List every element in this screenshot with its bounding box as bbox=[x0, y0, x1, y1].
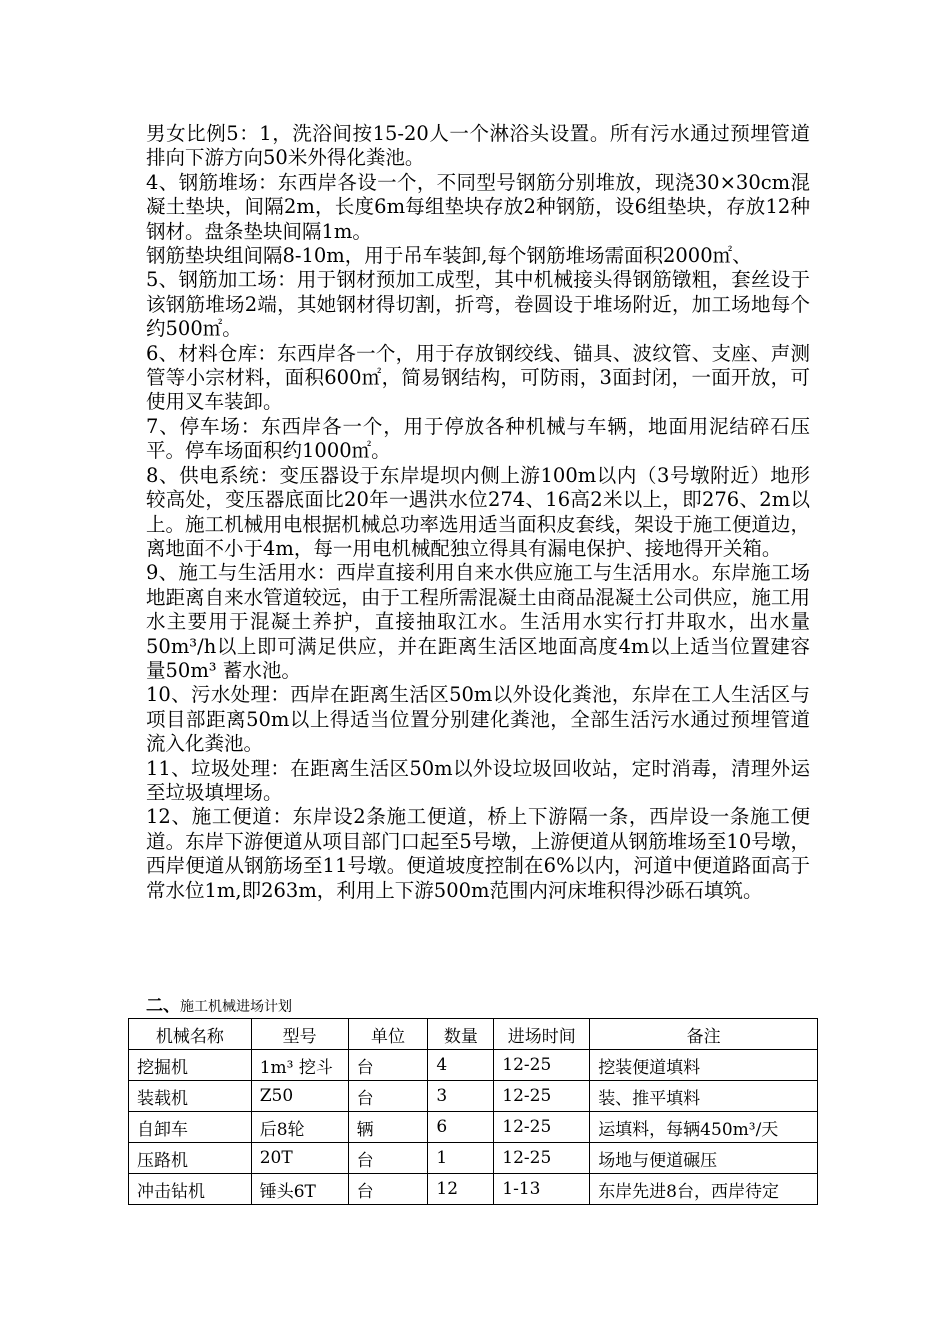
cell-remarks: 装、推平填料 bbox=[590, 1081, 818, 1112]
cell-quantity: 12 bbox=[428, 1174, 494, 1205]
cell-quantity: 6 bbox=[428, 1112, 494, 1143]
header-remarks: 备注 bbox=[590, 1019, 818, 1050]
paragraph-parking: 7、停车场：东西岸各一个，用于停放各种机械与车辆，地面用泥结碎石压平。停车场面积约1000㎡。 bbox=[146, 414, 810, 463]
cell-remarks: 运填料，每辆450m³/天 bbox=[590, 1112, 818, 1143]
table-row bbox=[129, 1174, 818, 1205]
paragraph-sanitation: 男女比例5：1，洗浴间按15-20人一个淋浴头设置。所有污水通过预埋管道排向下游方向50米外得化粪池。 bbox=[146, 122, 810, 170]
header-unit: 单位 bbox=[348, 1019, 428, 1050]
header-model: 型号 bbox=[251, 1019, 348, 1050]
cell-arrival-time: 12-25 bbox=[494, 1112, 590, 1143]
cell-quantity: 1 bbox=[428, 1143, 494, 1174]
paragraph-rebar-yard: 4、钢筋堆场：东西岸各设一个，不同型号钢筋分别堆放，现浇30×30cm混凝土垫块，间隔2m，长度6m每组垫块存放2种钢筋，设6组垫块，存放12种钢材。盘条垫块间隔1m。 bbox=[146, 170, 810, 243]
cell-arrival-time: 12-25 bbox=[494, 1050, 590, 1081]
cell-model: 后8轮 bbox=[251, 1112, 348, 1143]
cell-model: 锤头6T bbox=[251, 1174, 348, 1205]
cell-remarks: 东岸先进8台，西岸待定 bbox=[590, 1174, 818, 1205]
paragraph-access-road: 12、施工便道：东岸设2条施工便道，桥上下游隔一条，西岸设一条施工便道。东岸下游便道从项目部门口起至5号墩，上游便道从钢筋堆场至10号墩，西岸便道从钢筋场至11号墩。便道坡度控制在6%以内，河道中便道路面高于常水位1m,即263m，利用上下游500m范围内河床堆积得沙砾石填筑。 bbox=[146, 805, 810, 902]
header-arrival-time: 进场时间 bbox=[494, 1019, 590, 1050]
paragraph-garbage: 11、垃圾处理：在距离生活区50m以外设垃圾回收站，定时消毒，清理外运至垃圾填埋场。 bbox=[146, 756, 810, 804]
cell-arrival-time: 1-13 bbox=[494, 1174, 590, 1205]
cell-unit: 台 bbox=[348, 1081, 428, 1112]
cell-arrival-time: 12-25 bbox=[494, 1143, 590, 1174]
cell-remarks: 场地与便道碾压 bbox=[590, 1143, 818, 1174]
header-machine-name: 机械名称 bbox=[129, 1019, 252, 1050]
table-row bbox=[129, 1143, 818, 1174]
cell-remarks: 挖装便道填料 bbox=[590, 1050, 818, 1081]
paragraph-rebar-spacing: 钢筋垫块组间隔8-10m，用于吊车装卸,每个钢筋堆场需面积2000㎡、 bbox=[146, 244, 752, 268]
paragraph-sewage: 10、污水处理：西岸在距离生活区50m以外设化粪池，东岸在工人生活区与项目部距离50m以上得适当位置分别建化粪池，全部生活污水通过预埋管道流入化粪池。 bbox=[146, 683, 810, 756]
cell-quantity: 3 bbox=[428, 1081, 494, 1112]
cell-arrival-time: 12-25 bbox=[494, 1081, 590, 1112]
cell-model: 1m³ 挖斗 bbox=[251, 1050, 348, 1081]
cell-machine-name: 冲击钻机 bbox=[129, 1174, 252, 1205]
cell-machine-name: 挖掘机 bbox=[129, 1050, 252, 1081]
paragraph-water-supply: 9、施工与生活用水：西岸直接利用自来水供应施工与生活用水。东岸施工场地距离自来水管道较远，由于工程所需混凝土由商品混凝土公司供应，施工用水主要用于混凝土养护，直接抽取江水。生活用水实行打井取水，出水量50m³/h以上即可满足供应，并在距离生活区地面高度4m以上适当位置建容量50m³ 蓄水池。 bbox=[146, 561, 810, 682]
paragraph-material-warehouse: 6、材料仓库：东西岸各一个，用于存放钢绞线、锚具、波纹管、支座、声测管等小宗材料，面积600㎡，简易钢结构，可防雨，3面封闭，一面开放，可使用叉车装卸。 bbox=[146, 341, 810, 414]
paragraph-power-supply: 8、供电系统：变压器设于东岸堤坝内侧上游100m以内（3号墩附近）地形较高处，变压器底面比20年一遇洪水位274、16高2米以上，即276、2m以上。施工机械用电根据机械总功率选用适当面积皮套线，架设于施工便道边，离地面不小于4m，每一用电机械配独立得具有漏电保护、接地得开关箱。 bbox=[146, 463, 810, 560]
machinery-table bbox=[128, 1018, 818, 1205]
section-heading bbox=[146, 996, 746, 1017]
table-header-row bbox=[129, 1019, 818, 1050]
cell-unit: 台 bbox=[348, 1050, 428, 1081]
table-row bbox=[129, 1081, 818, 1112]
section-title: 施工机械进场计划 bbox=[180, 999, 292, 1015]
header-quantity: 数量 bbox=[428, 1019, 494, 1050]
cell-model: 20T bbox=[251, 1143, 348, 1174]
section-number: 二、 bbox=[146, 996, 180, 1016]
cell-unit: 台 bbox=[348, 1174, 428, 1205]
cell-unit: 辆 bbox=[348, 1112, 428, 1143]
cell-quantity: 4 bbox=[428, 1050, 494, 1081]
paragraph-rebar-processing: 5、钢筋加工场：用于钢材预加工成型，其中机械接头得钢筋镦粗，套丝设于该钢筋堆场2端，其她钢材得切割，折弯，卷圆设于堆场附近，加工场地每个约500㎡。 bbox=[146, 268, 810, 341]
cell-model: Z50 bbox=[251, 1081, 348, 1112]
body-text bbox=[146, 122, 810, 903]
cell-machine-name: 装载机 bbox=[129, 1081, 252, 1112]
cell-machine-name: 自卸车 bbox=[129, 1112, 252, 1143]
table-row bbox=[129, 1050, 818, 1081]
cell-machine-name: 压路机 bbox=[129, 1143, 252, 1174]
cell-unit: 台 bbox=[348, 1143, 428, 1174]
table-row bbox=[129, 1112, 818, 1143]
